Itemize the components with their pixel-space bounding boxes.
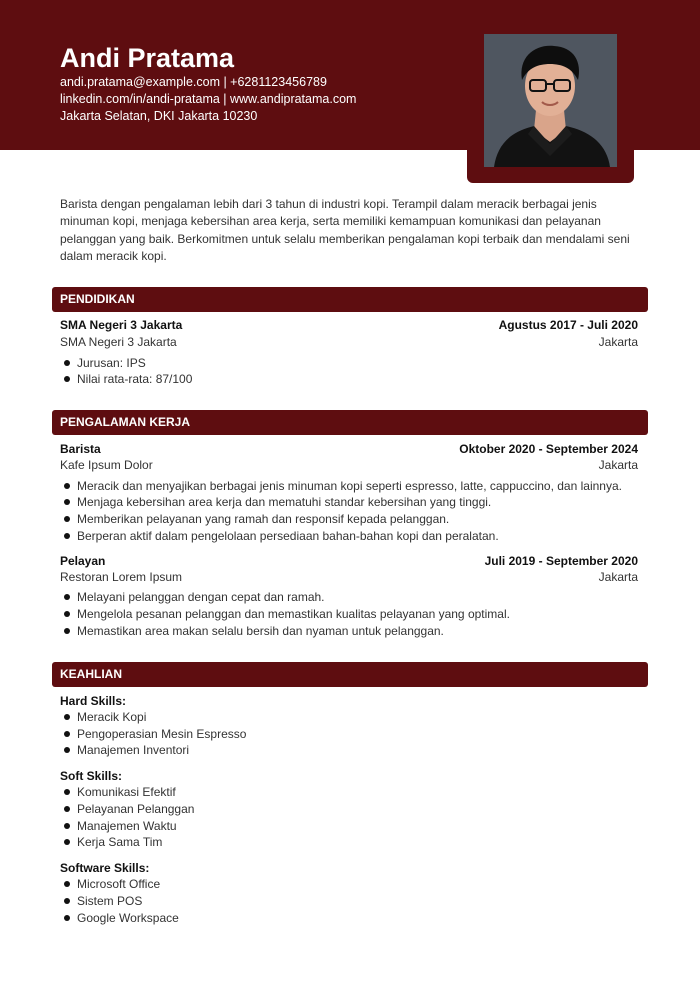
section-skills-header — [52, 662, 648, 687]
job-company: Kafe Ipsum Dolor — [60, 458, 153, 472]
list-item: Sistem POS — [60, 893, 638, 910]
education-location: Jakarta — [598, 335, 638, 349]
list-item: Pengoperasian Mesin Espresso — [60, 726, 638, 743]
education-school: SMA Negeri 3 Jakarta — [60, 318, 183, 332]
bullet-icon — [64, 731, 70, 737]
contact-address: Jakarta Selatan, DKI Jakarta 10230 — [60, 109, 258, 123]
bullet-icon — [64, 915, 70, 921]
section-title: PENDIDIKAN — [60, 292, 135, 306]
bullet-icon — [64, 747, 70, 753]
list-item: Komunikasi Efektif — [60, 784, 638, 801]
job-subtitle-row — [60, 457, 638, 474]
education-institution: SMA Negeri 3 Jakarta — [60, 335, 177, 349]
section-title: PENGALAMAN KERJA — [60, 415, 191, 429]
candidate-name: Andi Pratama — [60, 43, 235, 73]
bullet-icon — [64, 594, 70, 600]
bullet-icon — [64, 806, 70, 812]
section-title: KEAHLIAN — [60, 667, 122, 681]
bullet-icon — [64, 533, 70, 539]
job-title-row — [60, 553, 638, 570]
list-item: Manajemen Waktu — [60, 818, 638, 835]
job-location: Jakarta — [598, 570, 638, 584]
list-item: Memberikan pelayanan yang ramah dan responsif kepada pelanggan. — [60, 511, 638, 528]
list-item: Google Workspace — [60, 910, 638, 927]
list-item: Menjaga kebersihan area kerja dan mematuhi standar kebersihan yang tinggi. — [60, 494, 638, 511]
bullet-icon — [64, 714, 70, 720]
bullet-icon — [64, 881, 70, 887]
list-item: Pelayanan Pelanggan — [60, 801, 638, 818]
list-item: Berperan aktif dalam pengelolaan persediaan bahan-bahan kopi dan peralatan. — [60, 528, 638, 545]
bullet-icon — [64, 499, 70, 505]
section-education-header — [52, 287, 648, 312]
bullet-icon — [64, 628, 70, 634]
person-portrait-icon — [484, 34, 617, 167]
job-location: Jakarta — [598, 458, 638, 472]
profile-summary: Barista dengan pengalaman lebih dari 3 tahun di industri kopi. Terampil dalam meracik berbagai jenis minuman kopi, menjaga kebersihan area kerja, serta memiliki kemampuan komunikasi dan pelayanan pelanggan yang baik. Berkomitmen untuk selalu memberikan pengalaman kopi terbaik dan mendalami seni dalam meracik kopi. — [60, 197, 630, 263]
bullet-icon — [64, 483, 70, 489]
job-dates: Oktober 2020 - September 2024 — [459, 442, 638, 456]
bullet-icon — [64, 839, 70, 845]
photo-frame — [467, 22, 634, 183]
bullet-icon — [64, 611, 70, 617]
profile-photo — [484, 34, 617, 167]
contact-web: linkedin.com/in/andi-pratama | www.andipratama.com — [60, 92, 357, 106]
list-item: Melayani pelanggan dengan cepat dan ramah. — [60, 589, 638, 606]
list-item: Nilai rata-rata: 87/100 — [60, 371, 638, 388]
list-item: Meracik dan menyajikan berbagai jenis minuman kopi seperti espresso, latte, cappuccino, dan lainnya. — [60, 478, 638, 495]
education-dates: Agustus 2017 - Juli 2020 — [498, 318, 638, 332]
job-dates: Juli 2019 - September 2020 — [484, 554, 638, 568]
section-experience-header — [52, 410, 648, 435]
list-item: Manajemen Inventori — [60, 742, 638, 759]
bullet-icon — [64, 789, 70, 795]
education-title-row — [60, 317, 638, 334]
bullet-icon — [64, 516, 70, 522]
list-item: Memastikan area makan selalu bersih dan nyaman untuk pelanggan. — [60, 623, 638, 640]
list-item: Mengelola pesanan pelanggan dan memastikan kualitas pelayanan yang optimal. — [60, 606, 638, 623]
bullet-icon — [64, 376, 70, 382]
bullet-icon — [64, 360, 70, 366]
list-item: Jurusan: IPS — [60, 355, 638, 372]
bullet-icon — [64, 898, 70, 904]
job-role: Pelayan — [60, 554, 106, 568]
list-item: Meracik Kopi — [60, 709, 638, 726]
education-subtitle-row — [60, 334, 638, 351]
job-role: Barista — [60, 442, 101, 456]
bullet-icon — [64, 823, 70, 829]
list-item: Microsoft Office — [60, 876, 638, 893]
skill-group-label: Hard Skills: — [60, 694, 127, 708]
job-company: Restoran Lorem Ipsum — [60, 570, 183, 584]
contact-email-phone: andi.pratama@example.com | +6281123456789 — [60, 75, 327, 89]
job-subtitle-row — [60, 569, 638, 586]
job-title-row — [60, 441, 638, 458]
list-item: Kerja Sama Tim — [60, 834, 638, 851]
skill-group-label: Software Skills: — [60, 861, 150, 875]
skill-group-label: Soft Skills: — [60, 769, 123, 783]
